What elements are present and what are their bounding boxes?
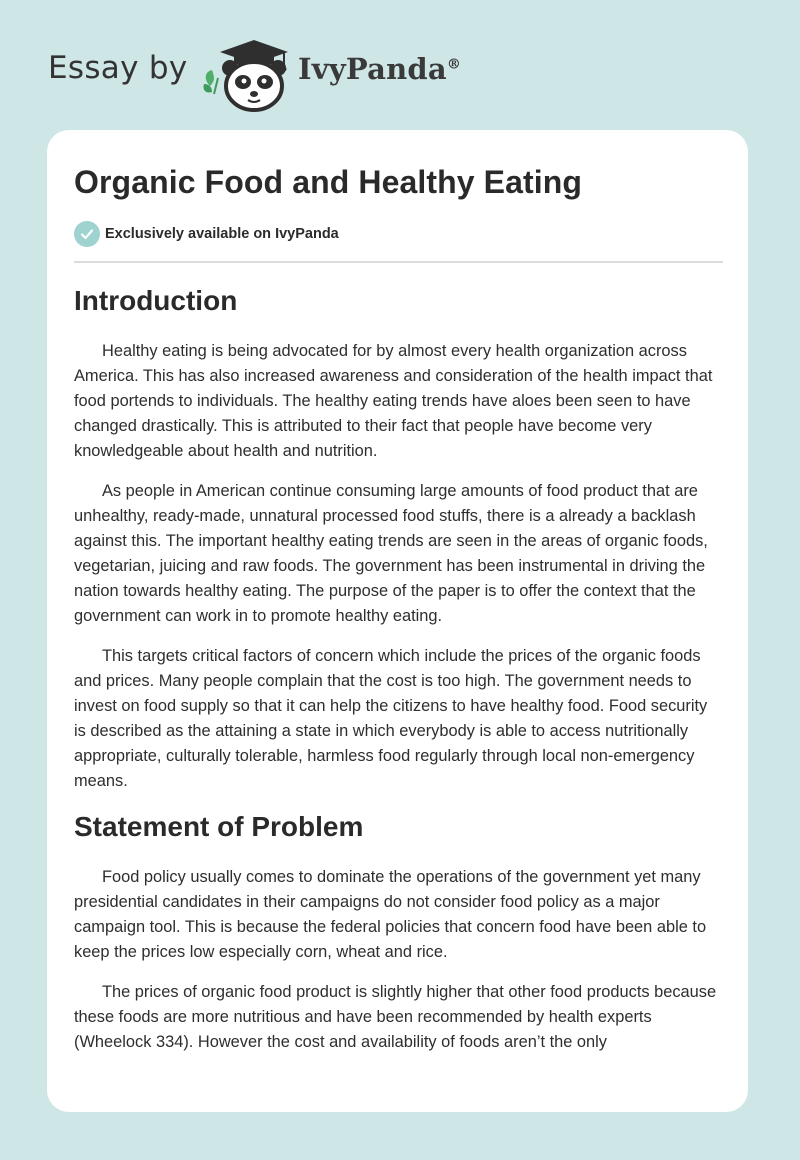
paragraph: The prices of organic food product is slightly higher that other food products because these foods are more nutritious and have been recommended by health experts (Wheelock 334). However the cost and availability of foods aren’t the only: [74, 983, 717, 1051]
essay-card: [47, 130, 748, 1112]
section-heading-introduction: Introduction: [74, 285, 238, 316]
paragraph: As people in American continue consuming large amounts of food product that are unhealthy, ready-made, unnatural processed food stuffs, there is a already a backlash against this. The important healthy eating trends are seen in the areas of organic foods, vegetarian, juicing and raw foods. The government has been instrumental in driving the nation towards healthy eating. The purpose of the paper is to offer the context that the government can work in to promote healthy eating.: [74, 482, 708, 625]
essay-by-label: Essay by: [48, 50, 188, 86]
divider: [74, 261, 723, 263]
registered-mark: ®: [446, 56, 462, 73]
paragraph: Food policy usually comes to dominate the operations of the government yet many presidential candidates in their campaigns do not consider food policy as a major campaign tool. This is because the federal policies that concern food have been able to keep the prices low especially corn, wheat and rice.: [74, 868, 707, 961]
paragraph: Healthy eating is being advocated for by almost every health organization across America. This has also increased awareness and consideration of the health impact that food portends to individuals. The healthy eating trends have aloes been seen to have changed drastically. This is attributed to their fact that people have become very knowledgeable about health and nutrition.: [74, 342, 713, 460]
brand-name[interactable]: [298, 52, 461, 86]
paragraph: This targets critical factors of concern which include the prices of the organic foods and prices. Many people complain that the cost is too high. The government needs to invest on food supply so that it can help the citizens to have healthy food. Food security is described as the attaining a state in which everybody is able to access nutritionally appropriate, culturally tolerable, harmless food regularly through local non-emergency means.: [74, 647, 708, 790]
site-header: [0, 0, 800, 130]
exclusive-label: Exclusively available on IvyPanda: [105, 226, 339, 242]
section-heading-statement-of-problem: Statement of Problem: [74, 811, 364, 842]
essay-body: [74, 283, 723, 1070]
ivypanda-logo-icon[interactable]: [200, 34, 292, 112]
check-circle-icon: [74, 221, 100, 247]
essay-title: Organic Food and Healthy Eating: [74, 164, 583, 200]
brand-text: IvyPanda: [298, 52, 447, 86]
exclusive-badge: [74, 220, 339, 248]
